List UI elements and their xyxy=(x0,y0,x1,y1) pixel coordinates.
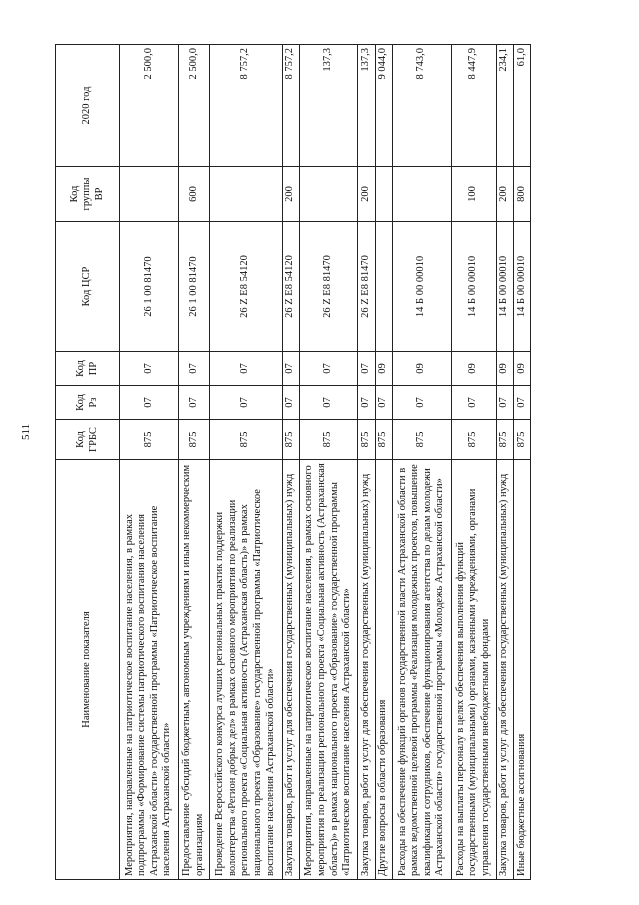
row-name: Закупка товаров, работ и услуг для обеспечения государственных (муниципальных) нужд xyxy=(358,460,375,880)
row-vr: 200 xyxy=(282,167,299,222)
table-row xyxy=(178,45,209,880)
row-amount: 234,1 xyxy=(496,45,513,167)
row-rz: 07 xyxy=(120,386,179,420)
row-name: Предоставление субсидий бюджетным, автономным учреждениям и иным некоммерческим организациям xyxy=(178,460,209,880)
row-name: Закупка товаров, работ и услуг для обеспечения государственных (муниципальных) нужд xyxy=(496,460,513,880)
row-name: Иные бюджетные ассигнования xyxy=(513,460,530,880)
row-name: Мероприятия, направленные на патриотическое воспитание населения, в рамках подпрограммы «Формирование системы патриотического воспитания населения Астраханской области» государственной программы «Патриотическое воспитание населения Астраханской области» xyxy=(120,460,179,880)
row-grbs: 875 xyxy=(392,420,451,460)
header-name: Наименование показателя xyxy=(56,460,120,880)
row-rz: 07 xyxy=(299,386,358,420)
row-name: Проведение Всероссийского конкурса лучших региональных практик поддержки волонтерства «Регион добрых дел» в рамках основного мероприятия по реализации регионального проекта «Социальная активность (Астраханская область)» в рамках национального проекта «Образование» государственной программы «Патриотическое воспитание населения Астраханской области» xyxy=(209,460,282,880)
row-amount: 8 757,2 xyxy=(209,45,282,167)
row-vr: 800 xyxy=(513,167,530,222)
row-name: Мероприятия, направленные на патриотическое воспитание населения, в рамках основного мероприятия по реализации регионального проекта «Социальная активность (Астраханская область)» в рамках национального проекта «Образование» государственной программы «Патриотическое воспитание населения Астраханской области» xyxy=(299,460,358,880)
budget-table-container xyxy=(55,45,531,880)
row-rz: 07 xyxy=(392,386,451,420)
table-row xyxy=(209,45,282,880)
row-csr xyxy=(375,222,392,352)
header-rz: Код Рз xyxy=(56,386,120,420)
header-pr: Код ПР xyxy=(56,352,120,386)
row-name: Закупка товаров, работ и услуг для обеспечения государственных (муниципальных) нужд xyxy=(282,460,299,880)
row-grbs: 875 xyxy=(451,420,496,460)
table-row xyxy=(451,45,496,880)
row-vr: 200 xyxy=(358,167,375,222)
row-grbs: 875 xyxy=(120,420,179,460)
row-csr: 14 Б 00 00010 xyxy=(496,222,513,352)
header-grbs: Код ГРБС xyxy=(56,420,120,460)
row-grbs: 875 xyxy=(358,420,375,460)
row-pr: 07 xyxy=(120,352,179,386)
row-vr xyxy=(120,167,179,222)
table-row xyxy=(282,45,299,880)
row-grbs: 875 xyxy=(496,420,513,460)
row-csr: 26 Z E8 81470 xyxy=(358,222,375,352)
row-grbs: 875 xyxy=(299,420,358,460)
row-vr: 100 xyxy=(451,167,496,222)
table-row xyxy=(375,45,392,880)
row-grbs: 875 xyxy=(375,420,392,460)
row-rz: 07 xyxy=(496,386,513,420)
row-rz: 07 xyxy=(178,386,209,420)
table-header-row xyxy=(56,45,120,880)
row-pr: 07 xyxy=(209,352,282,386)
row-amount: 9 044,0 xyxy=(375,45,392,167)
page-number: 511 xyxy=(20,423,32,440)
row-csr: 14 Б 00 00010 xyxy=(513,222,530,352)
row-grbs: 875 xyxy=(282,420,299,460)
row-name: Другие вопросы в области образования xyxy=(375,460,392,880)
row-pr: 07 xyxy=(282,352,299,386)
row-csr: 26 Z E8 54120 xyxy=(209,222,282,352)
row-rz: 07 xyxy=(451,386,496,420)
row-amount: 2 500,0 xyxy=(120,45,179,167)
row-csr: 26 Z E8 81470 xyxy=(299,222,358,352)
table-row xyxy=(392,45,451,880)
row-csr: 14 Б 00 00010 xyxy=(451,222,496,352)
row-vr: 200 xyxy=(496,167,513,222)
table-row xyxy=(120,45,179,880)
row-pr: 09 xyxy=(513,352,530,386)
row-name: Расходы на выплаты персоналу в целях обеспечения выполнения функций государственными (муниципальными) органами, казенными учреждениями, органами управления государственными внебюджетными фондами xyxy=(451,460,496,880)
row-amount: 61,0 xyxy=(513,45,530,167)
row-amount: 8 757,2 xyxy=(282,45,299,167)
row-vr: 600 xyxy=(178,167,209,222)
table-row xyxy=(496,45,513,880)
row-amount: 2 500,0 xyxy=(178,45,209,167)
row-grbs: 875 xyxy=(513,420,530,460)
row-pr: 09 xyxy=(451,352,496,386)
row-vr xyxy=(299,167,358,222)
header-csr: Код ЦСР xyxy=(56,222,120,352)
row-amount: 137,3 xyxy=(358,45,375,167)
row-vr xyxy=(392,167,451,222)
row-csr: 26 1 00 81470 xyxy=(120,222,179,352)
row-pr: 07 xyxy=(299,352,358,386)
header-vr: Код группы ВР xyxy=(56,167,120,222)
header-year: 2020 год xyxy=(56,45,120,167)
row-amount: 137,3 xyxy=(299,45,358,167)
row-csr: 14 Б 00 00010 xyxy=(392,222,451,352)
row-rz: 07 xyxy=(282,386,299,420)
row-name: Расходы на обеспечение функций органов государственной власти Астраханской области в рамках ведомственной целевой программы «Реализация молодежных проектов, повышение квалификации сотрудников, обеспечение функционирования агентства по делам молодежи Астраханской области» государственной программы «Молодежь Астраханской области» xyxy=(392,460,451,880)
row-vr xyxy=(375,167,392,222)
row-grbs: 875 xyxy=(209,420,282,460)
row-pr: 07 xyxy=(358,352,375,386)
row-rz: 07 xyxy=(209,386,282,420)
row-rz: 07 xyxy=(358,386,375,420)
row-grbs: 875 xyxy=(178,420,209,460)
row-pr: 07 xyxy=(178,352,209,386)
row-pr: 09 xyxy=(375,352,392,386)
row-rz: 07 xyxy=(513,386,530,420)
row-pr: 09 xyxy=(496,352,513,386)
row-csr: 26 Z E8 54120 xyxy=(282,222,299,352)
row-pr: 09 xyxy=(392,352,451,386)
row-amount: 8 447,9 xyxy=(451,45,496,167)
row-vr xyxy=(209,167,282,222)
row-amount: 8 743,0 xyxy=(392,45,451,167)
table-row xyxy=(358,45,375,880)
row-rz: 07 xyxy=(375,386,392,420)
budget-table xyxy=(55,44,531,880)
row-csr: 26 1 00 81470 xyxy=(178,222,209,352)
table-row xyxy=(299,45,358,880)
table-row xyxy=(513,45,530,880)
